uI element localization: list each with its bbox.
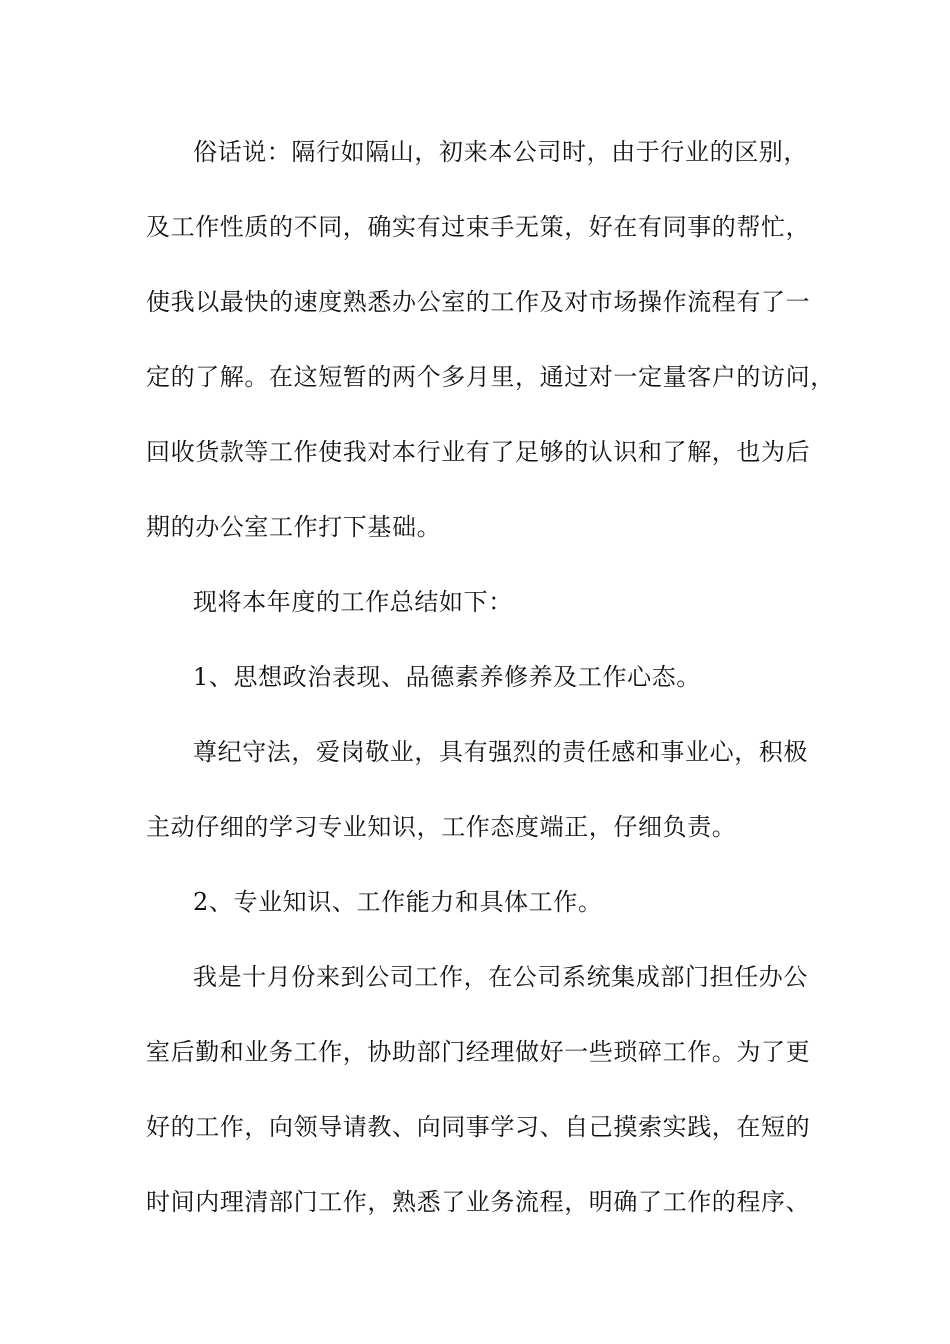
section-2-line-3: 好的工作，向领导请教、向同事学习、自己摸索实践，在短的 (146, 1113, 811, 1141)
paragraph-1-line-1: 俗话说：隔行如隔山，初来本公司时，由于行业的区别， (193, 138, 808, 166)
paragraph-1-line-5: 回收货款等工作使我对本行业有了足够的认识和了解，也为后 (146, 438, 811, 466)
paragraph-1-line-6: 期的办公室工作打下基础。 (146, 513, 442, 541)
section-2-heading: 2、专业知识、工作能力和具体工作。 (193, 888, 603, 916)
section-2-line-1: 我是十月份来到公司工作，在公司系统集成部门担任办公 (193, 963, 808, 991)
section-1-line-1: 尊纪守法，爱岗敬业，具有强烈的责任感和事业心，积极 (193, 738, 808, 766)
section-1-heading: 1、思想政治表现、品德素养修养及工作心态。 (193, 663, 701, 691)
section-1-line-2: 主动仔细的学习专业知识，工作态度端正，仔细负责。 (146, 813, 737, 841)
section-2-line-4: 时间内理清部门工作，熟悉了业务流程，明确了工作的程序、 (146, 1188, 811, 1216)
section-2-line-2: 室后勤和业务工作，协助部门经理做好一些琐碎工作。为了更 (146, 1038, 811, 1066)
summary-intro: 现将本年度的工作总结如下： (193, 588, 513, 616)
paragraph-1-line-3: 使我以最快的速度熟悉办公室的工作及对市场操作流程有了一 (146, 288, 811, 316)
paragraph-1-line-4: 定的了解。在这短暂的两个多月里，通过对一定量客户的访问， (146, 363, 835, 391)
paragraph-1-line-2: 及工作性质的不同，确实有过束手无策，好在有同事的帮忙， (146, 213, 811, 241)
